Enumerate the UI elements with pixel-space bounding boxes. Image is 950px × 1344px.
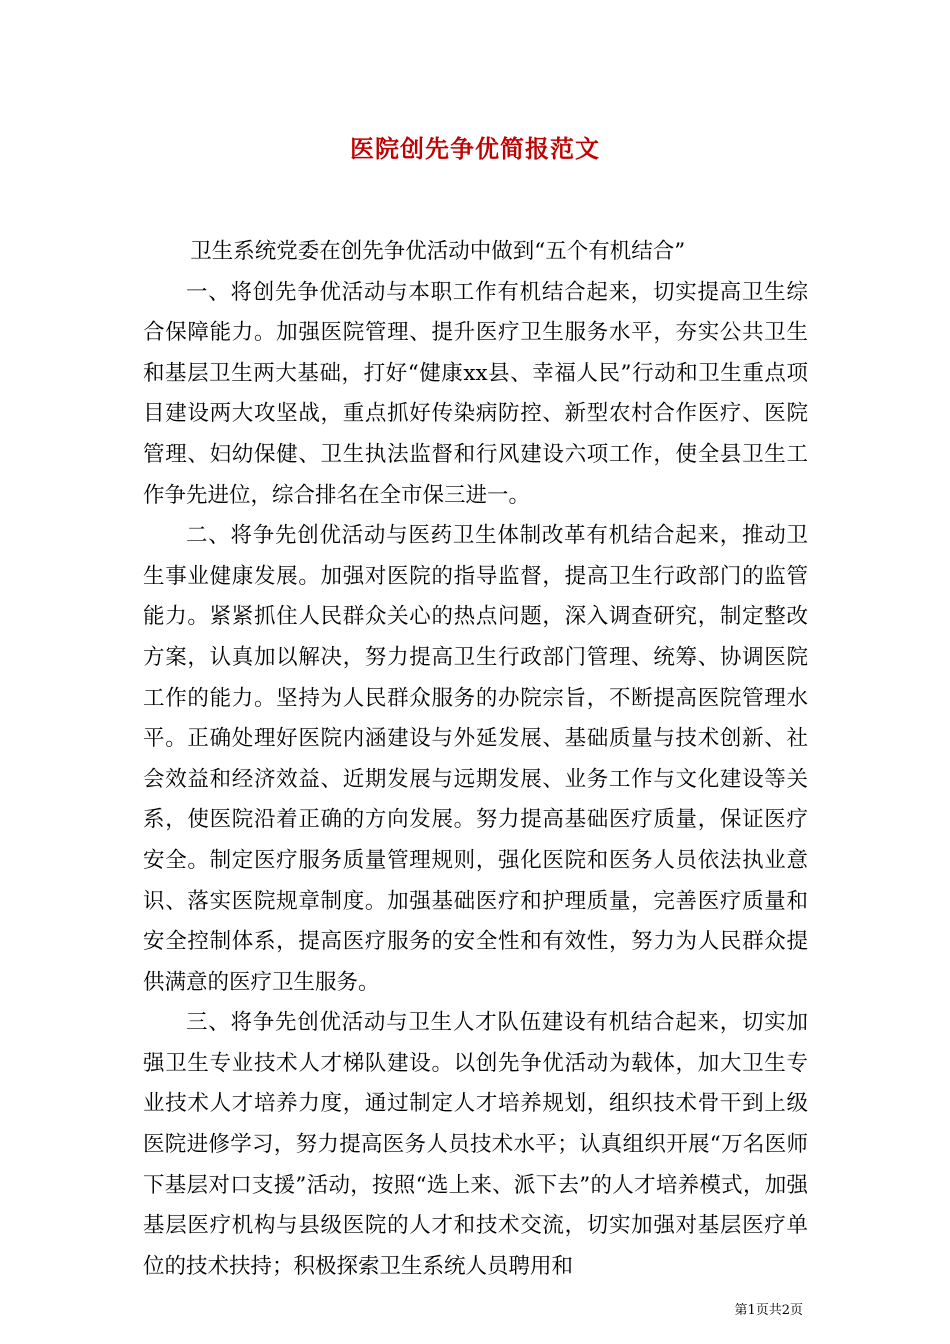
paragraph-section-2: 二、将争先创优活动与医药卫生体制改革有机结合起来，推动卫生事业健康发展。加强对医院的指导监督，提高卫生行政部门的监管能力。紧紧抓住人民群众关心的热点问题，深入调查研究，制定整改方案，认真加以解决，努力提高卫生行政部门管理、统筹、协调医院工作的能力。坚持为人民群众服务的办院宗旨，不断提高医院管理水平。正确处理好医院内涵建设与外延发展、基础质量与技术创新、社会效益和经济效益、近期发展与远期发展、业务工作与文化建设等关系，使医院沿着正确的方向发展。努力提高基础医疗质量，保证医疗安全。制定医疗服务质量管理规则，强化医院和医务人员依法执业意识、落实医院规章制度。加强基础医疗和护理质量，完善医疗质量和安全控制体系，提高医疗服务的安全性和有效性，努力为人民群众提供满意的医疗卫生服务。 [143, 523, 808, 995]
page-number-footer: 第1页共2页 [734, 1303, 803, 1318]
document-title: 医院创先争优简报范文 [350, 134, 600, 163]
paragraph-section-3: 三、将争先创优活动与卫生人才队伍建设有机结合起来，切实加强卫生专业技术人才梯队建设。以创先争优活动为载体，加大卫生专业技术人才培养力度，通过制定人才培养规划，组织技术骨干到上级医院进修学习，努力提高医务人员技术水平；认真组织开展“万名医师下基层对口支援”活动，按照“选上来、派下去”的人才培养模式，加强基层医疗机构与县级医院的人才和技术交流，切实加强对基层医疗单位的技术扶持；积极探索卫生系统人员聘用和 [143, 1010, 808, 1279]
paragraph-lead: 卫生系统党委在创先争优活动中做到“五个有机结合” [190, 239, 686, 264]
paragraph-section-1: 一、将创先争优活动与本职工作有机结合起来，切实提高卫生综合保障能力。加强医院管理、提升医疗卫生服务水平，夯实公共卫生和基层卫生两大基础，打好“健康xx县、幸福人民”行动和卫生重点项目建设两大攻坚战，重点抓好传染病防控、新型农村合作医疗、医院管理、妇幼保健、卫生执法监督和行风建设六项工作，使全县卫生工作争先进位，综合排名在全市保三进一。 [143, 279, 808, 508]
document-body [143, 232, 808, 1287]
